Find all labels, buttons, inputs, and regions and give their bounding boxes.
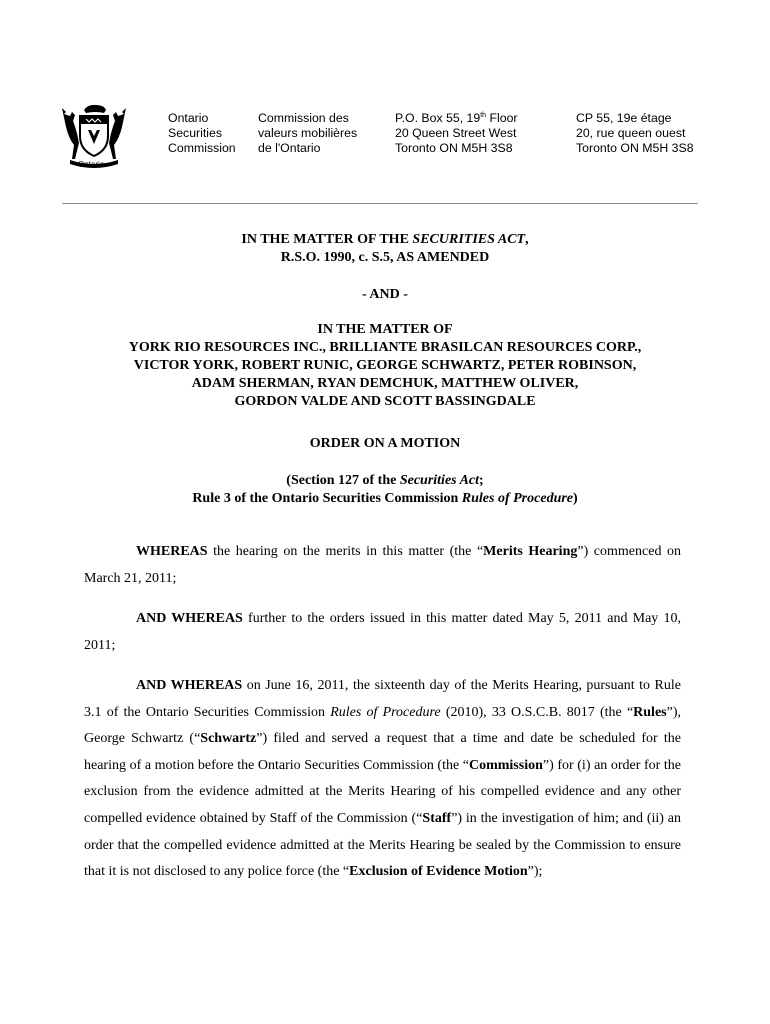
letterhead-line: Commission (168, 141, 236, 155)
defined-term: Rules (633, 704, 667, 720)
recital-text: ”) in the investigation of him; and (ii) an order that the compelled evidence admitted at the Merits Hearing be sealed by the Commission to ensure that it is not disclosed to any police force (the “ (84, 810, 681, 880)
letterhead-line: de l'Ontario (258, 141, 321, 155)
matter-line: VICTOR YORK, ROBERT RUNIC, GEORGE SCHWARTZ, PETER ROBINSON, (133, 358, 637, 373)
recital-paragraph-1 (84, 539, 681, 592)
letterhead-line: Commission des (258, 111, 349, 125)
act-name: SECURITIES ACT (412, 232, 526, 247)
rules-name: Rules of Procedure (330, 704, 441, 720)
recital-text: ”), George Schwartz (“ (84, 704, 681, 747)
letterhead-osc-name-en (168, 111, 236, 156)
letterhead-line: Securities (168, 126, 222, 140)
authority-line (0, 472, 770, 490)
recital-text: ”) commenced on March 21, 2011; (84, 544, 681, 586)
recital-text: ”) for (i) an order for the exclusion from the evidence admitted at the Merits Hearing of his compelled evidence and any other compelled evidence obtained by Staff of the Commission (“ (84, 757, 681, 826)
order-title (0, 435, 770, 453)
recital-text: on June 16, 2011, the sixteenth day of the Merits Hearing, pursuant to Rule 3.1 of the Ontario Securities Commission (84, 678, 681, 720)
address-floor: Floor (486, 111, 518, 125)
matter-line: R.S.O. 1990, c. S.5, AS AMENDED (280, 250, 490, 265)
authority-heading (0, 472, 770, 508)
authority-text: (Section 127 of the (286, 473, 400, 488)
letterhead-line: 20 Queen Street West (395, 126, 517, 140)
letterhead-line: 20, rue queen ouest (576, 126, 686, 140)
act-name: Securities Act (399, 473, 480, 488)
letterhead-line: Toronto ON M5H 3S8 (395, 141, 513, 155)
logo-caption: Ontario (78, 160, 105, 169)
recital-text: ”) filed and served a request that a time and date be scheduled for the hearing of a motion before the Ontario Securities Commission (the “ (84, 731, 681, 773)
authority-punct: ; (479, 473, 484, 488)
defined-term: Merits Hearing (483, 544, 578, 559)
address-po-box: P.O. Box 55, 19 (395, 111, 481, 125)
matter-heading-act (0, 231, 770, 267)
defined-term: Schwartz (200, 731, 257, 747)
and-text: - AND - (362, 287, 408, 302)
matter-line: IN THE MATTER OF (317, 322, 453, 337)
letterhead-osc-name-fr (258, 111, 357, 156)
rules-name: Rules of Procedure (461, 491, 574, 506)
matter-punct: , (525, 232, 529, 247)
letterhead (0, 100, 770, 180)
matter-text: IN THE MATTER OF THE (241, 232, 413, 247)
authority-punct: ) (573, 491, 578, 506)
letterhead-line (395, 111, 518, 126)
matter-heading-respondents (0, 321, 770, 411)
authority-line (0, 490, 770, 508)
defined-term: Exclusion of Evidence Motion (349, 864, 528, 880)
order-title-text: ORDER ON A MOTION (309, 436, 461, 451)
matter-line: ADAM SHERMAN, RYAN DEMCHUK, MATTHEW OLIVER, (191, 376, 579, 391)
recital-paragraph-3 (84, 673, 681, 886)
letterhead-line: CP 55, 19e étage (576, 111, 672, 125)
recital-text: ”); (527, 864, 543, 880)
header-divider (62, 203, 698, 204)
ordinal-suffix: th (480, 112, 487, 119)
matter-line: GORDON VALDE AND SCOTT BASSINGDALE (234, 394, 536, 409)
matter-line: YORK RIO RESOURCES INC., BRILLIANTE BRASILCAN RESOURCES CORP., (128, 340, 642, 355)
letterhead-line: valeurs mobilières (258, 126, 358, 140)
recital-keyword: AND WHEREAS (136, 611, 243, 626)
defined-term: Staff (422, 810, 452, 826)
letterhead-line: Toronto ON M5H 3S8 (576, 141, 694, 155)
recital-text: the hearing on the merits in this matter (the “ (207, 544, 484, 559)
letterhead-address-fr (576, 111, 694, 156)
letterhead-line: Ontario (168, 111, 209, 125)
and-separator (0, 286, 770, 304)
recital-keyword: WHEREAS (136, 544, 208, 559)
recital-keyword: AND WHEREAS (136, 678, 243, 693)
matter-line (0, 231, 770, 249)
recital-paragraph-2 (84, 606, 681, 659)
recital-text: further to the orders issued in this matter dated May 5, 2011 and May 10, 2011; (84, 611, 681, 653)
authority-text: Rule 3 of the Ontario Securities Commission (192, 491, 462, 506)
letterhead-address-en (395, 111, 518, 156)
recital-text: (2010), 33 O.S.C.B. 8017 (the “ (440, 704, 634, 720)
defined-term: Commission (468, 757, 543, 773)
